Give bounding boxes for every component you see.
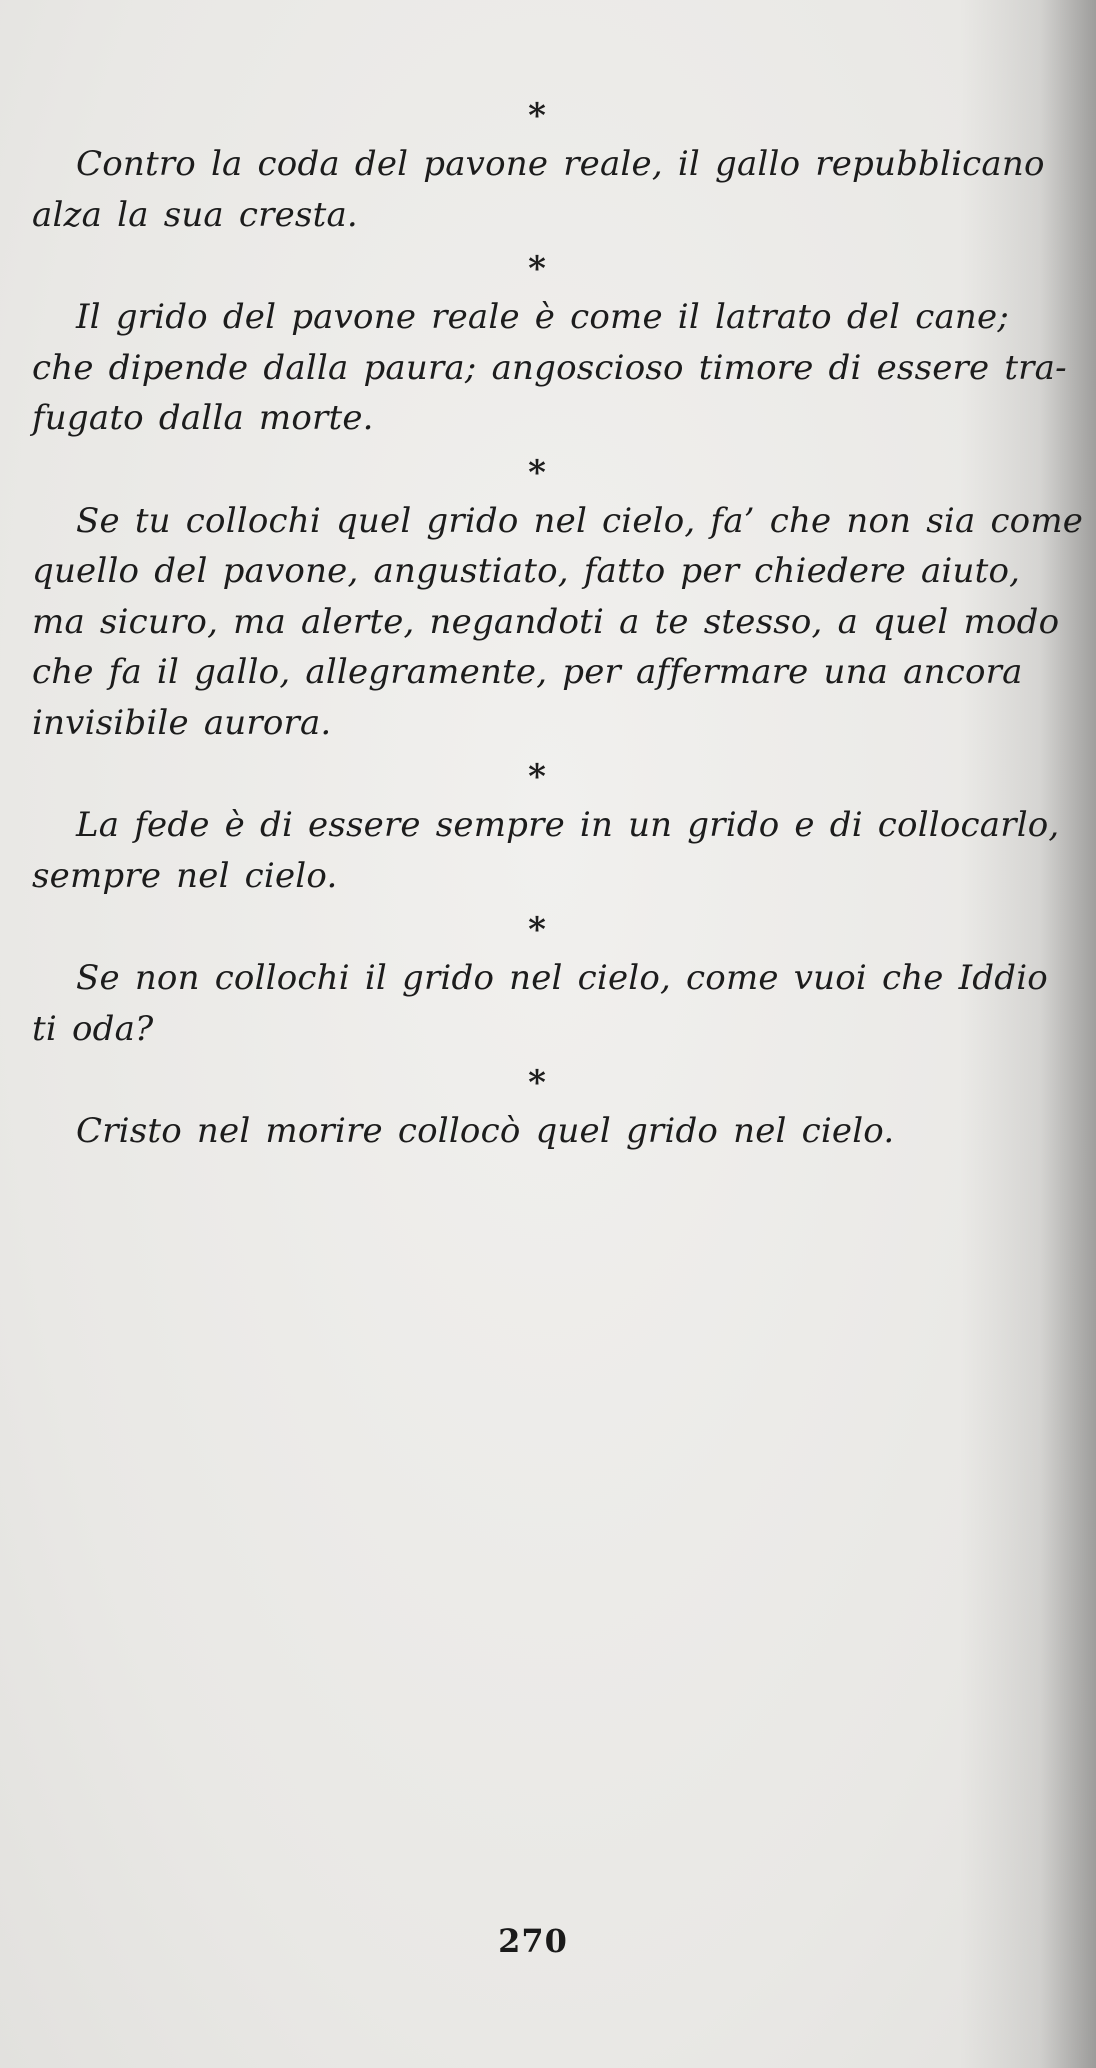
text-line: ti oda? [32, 1008, 154, 1049]
text-line: Cristo nel morire collocò quel grido nel cielo. [76, 1111, 895, 1151]
text-line: sempre nel cielo. [32, 855, 338, 896]
text-line: Se tu collochi quel grido nel cielo, fa’ che non sia come [76, 500, 1084, 541]
text-line: che dipende dalla paura; angoscioso timore di essere tra- [32, 347, 1067, 388]
asterisk-separator: * [528, 249, 546, 289]
text-line: Il grido del pavone reale è come il latrato del cane; [76, 297, 1009, 337]
text-line: invisibile aurora. [32, 702, 332, 743]
text-line: La fede è di essere sempre in un grido e di collocarlo, [76, 805, 1060, 845]
paragraph [32, 953, 1052, 1054]
asterisk-separator: * [528, 452, 546, 493]
asterisk-separator: * [528, 757, 546, 797]
paragraph [32, 496, 1084, 749]
text-block [32, 95, 1084, 1165]
paragraph [32, 1106, 1052, 1157]
text-line: fugato dalla morte. [32, 398, 374, 438]
paragraph [32, 139, 1052, 240]
asterisk-separator: * [528, 910, 546, 950]
text-line: quello del pavone, angustiato, fatto per chiedere aiuto, [32, 551, 1021, 591]
text-line: alza la sua cresta. [32, 194, 358, 235]
paragraph [32, 800, 1060, 901]
text-line: ma sicuro, ma alerte, negandoti a te stesso, a quel modo [32, 601, 1060, 642]
text-line: che fa il gallo, allegramente, per affermare una ancora [32, 652, 1023, 692]
asterisk-separator: * [528, 96, 546, 136]
paragraph [32, 292, 1067, 444]
page-number: 270 [498, 1922, 568, 1960]
text-line: Contro la coda del pavone reale, il gallo repubblicano [76, 144, 1045, 184]
asterisk-separator: * [528, 1063, 546, 1103]
text-line: Se non collochi il grido nel cielo, come vuoi che Iddio [76, 958, 1048, 998]
